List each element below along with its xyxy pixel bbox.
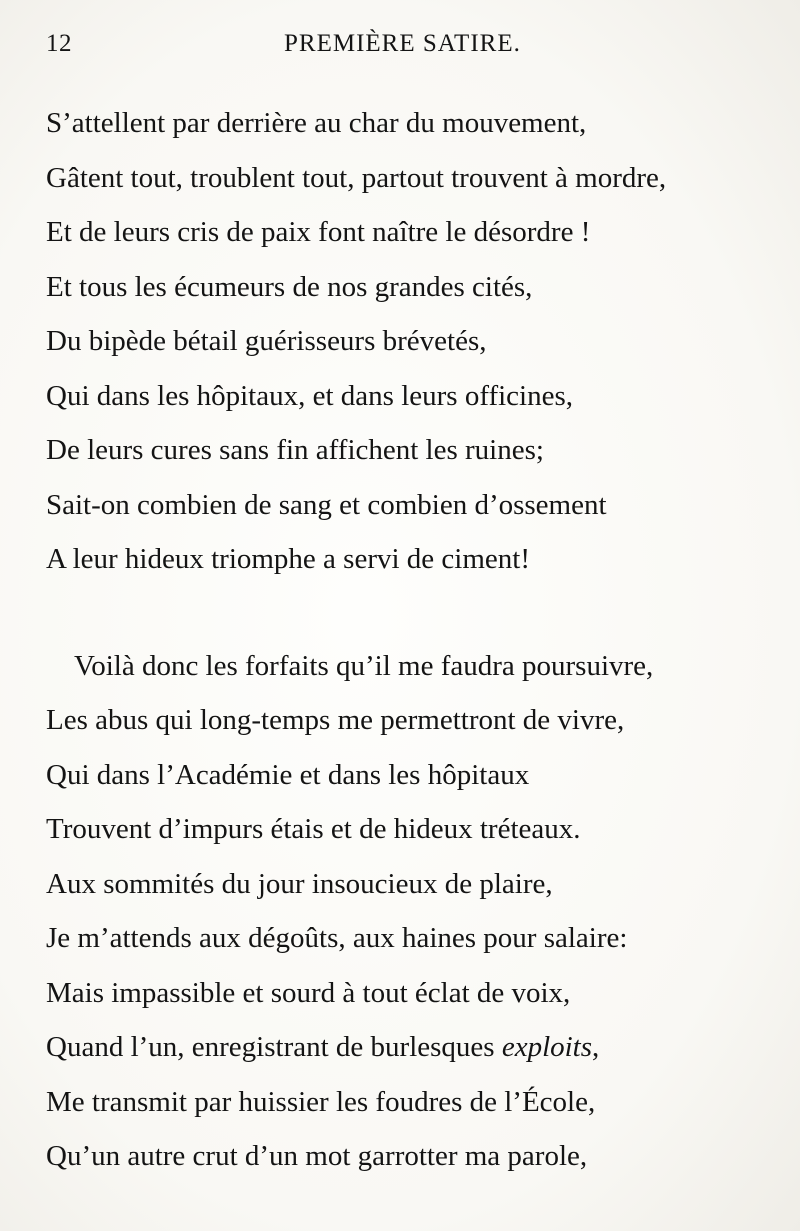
verse-line: Gâtent tout, troublent tout, partout trouvent à mordre,	[46, 161, 667, 194]
stanza-break	[46, 587, 766, 639]
verse-line: Mais impassible et sourd à tout éclat de voix,	[46, 976, 571, 1009]
page-header	[46, 30, 760, 70]
verse-line: Qui dans l’Académie et dans les hôpitaux	[46, 758, 530, 791]
verse-punctuation: ,	[592, 1031, 600, 1063]
verse-line: Et de leurs cris de paix font naître le désordre !	[46, 216, 591, 248]
verse-line: Sait-on combien de sang et combien d’ossement	[46, 488, 607, 521]
verse-line: Trouvent d’impurs étais et de hideux tréteaux.	[46, 813, 581, 845]
verse-line: Me transmit par huissier les foudres de l’École,	[46, 1085, 596, 1118]
verse-line: A leur hideux triomphe a servi de ciment!	[46, 543, 530, 575]
italic-word: exploits	[501, 1031, 593, 1063]
verse-line: Voilà donc les forfaits qu’il me faudra poursuivre,	[74, 649, 654, 682]
verse-line: Et tous les écumeurs de nos grandes cités,	[46, 270, 533, 303]
verse-line: De leurs cures sans fin affichent les ruines;	[46, 434, 544, 466]
page-number: 12	[46, 30, 72, 57]
verse-line-exploits	[46, 1020, 766, 1075]
verse-text: Quand l’un, enregistrant de burlesques	[46, 1031, 502, 1063]
verse-line: Qui dans les hôpitaux, et dans leurs officines,	[46, 379, 573, 412]
verse-line: Les abus qui long-temps me permettront de vivre,	[46, 704, 625, 736]
verse-line: S’attellent par derrière au char du mouvement,	[46, 107, 587, 139]
verse-line: Aux sommités du jour insoucieux de plaire,	[46, 867, 553, 900]
verse-line: Qu’un autre crut d’un mot garrotter ma parole,	[46, 1140, 588, 1172]
verse-line: Je m’attends aux dégoûts, aux haines pour salaire:	[46, 922, 628, 954]
running-title: PREMIÈRE SATIRE.	[284, 30, 521, 57]
poem-text	[46, 96, 766, 1184]
verse-line: Du bipède bétail guérisseurs brévetés,	[46, 325, 487, 357]
